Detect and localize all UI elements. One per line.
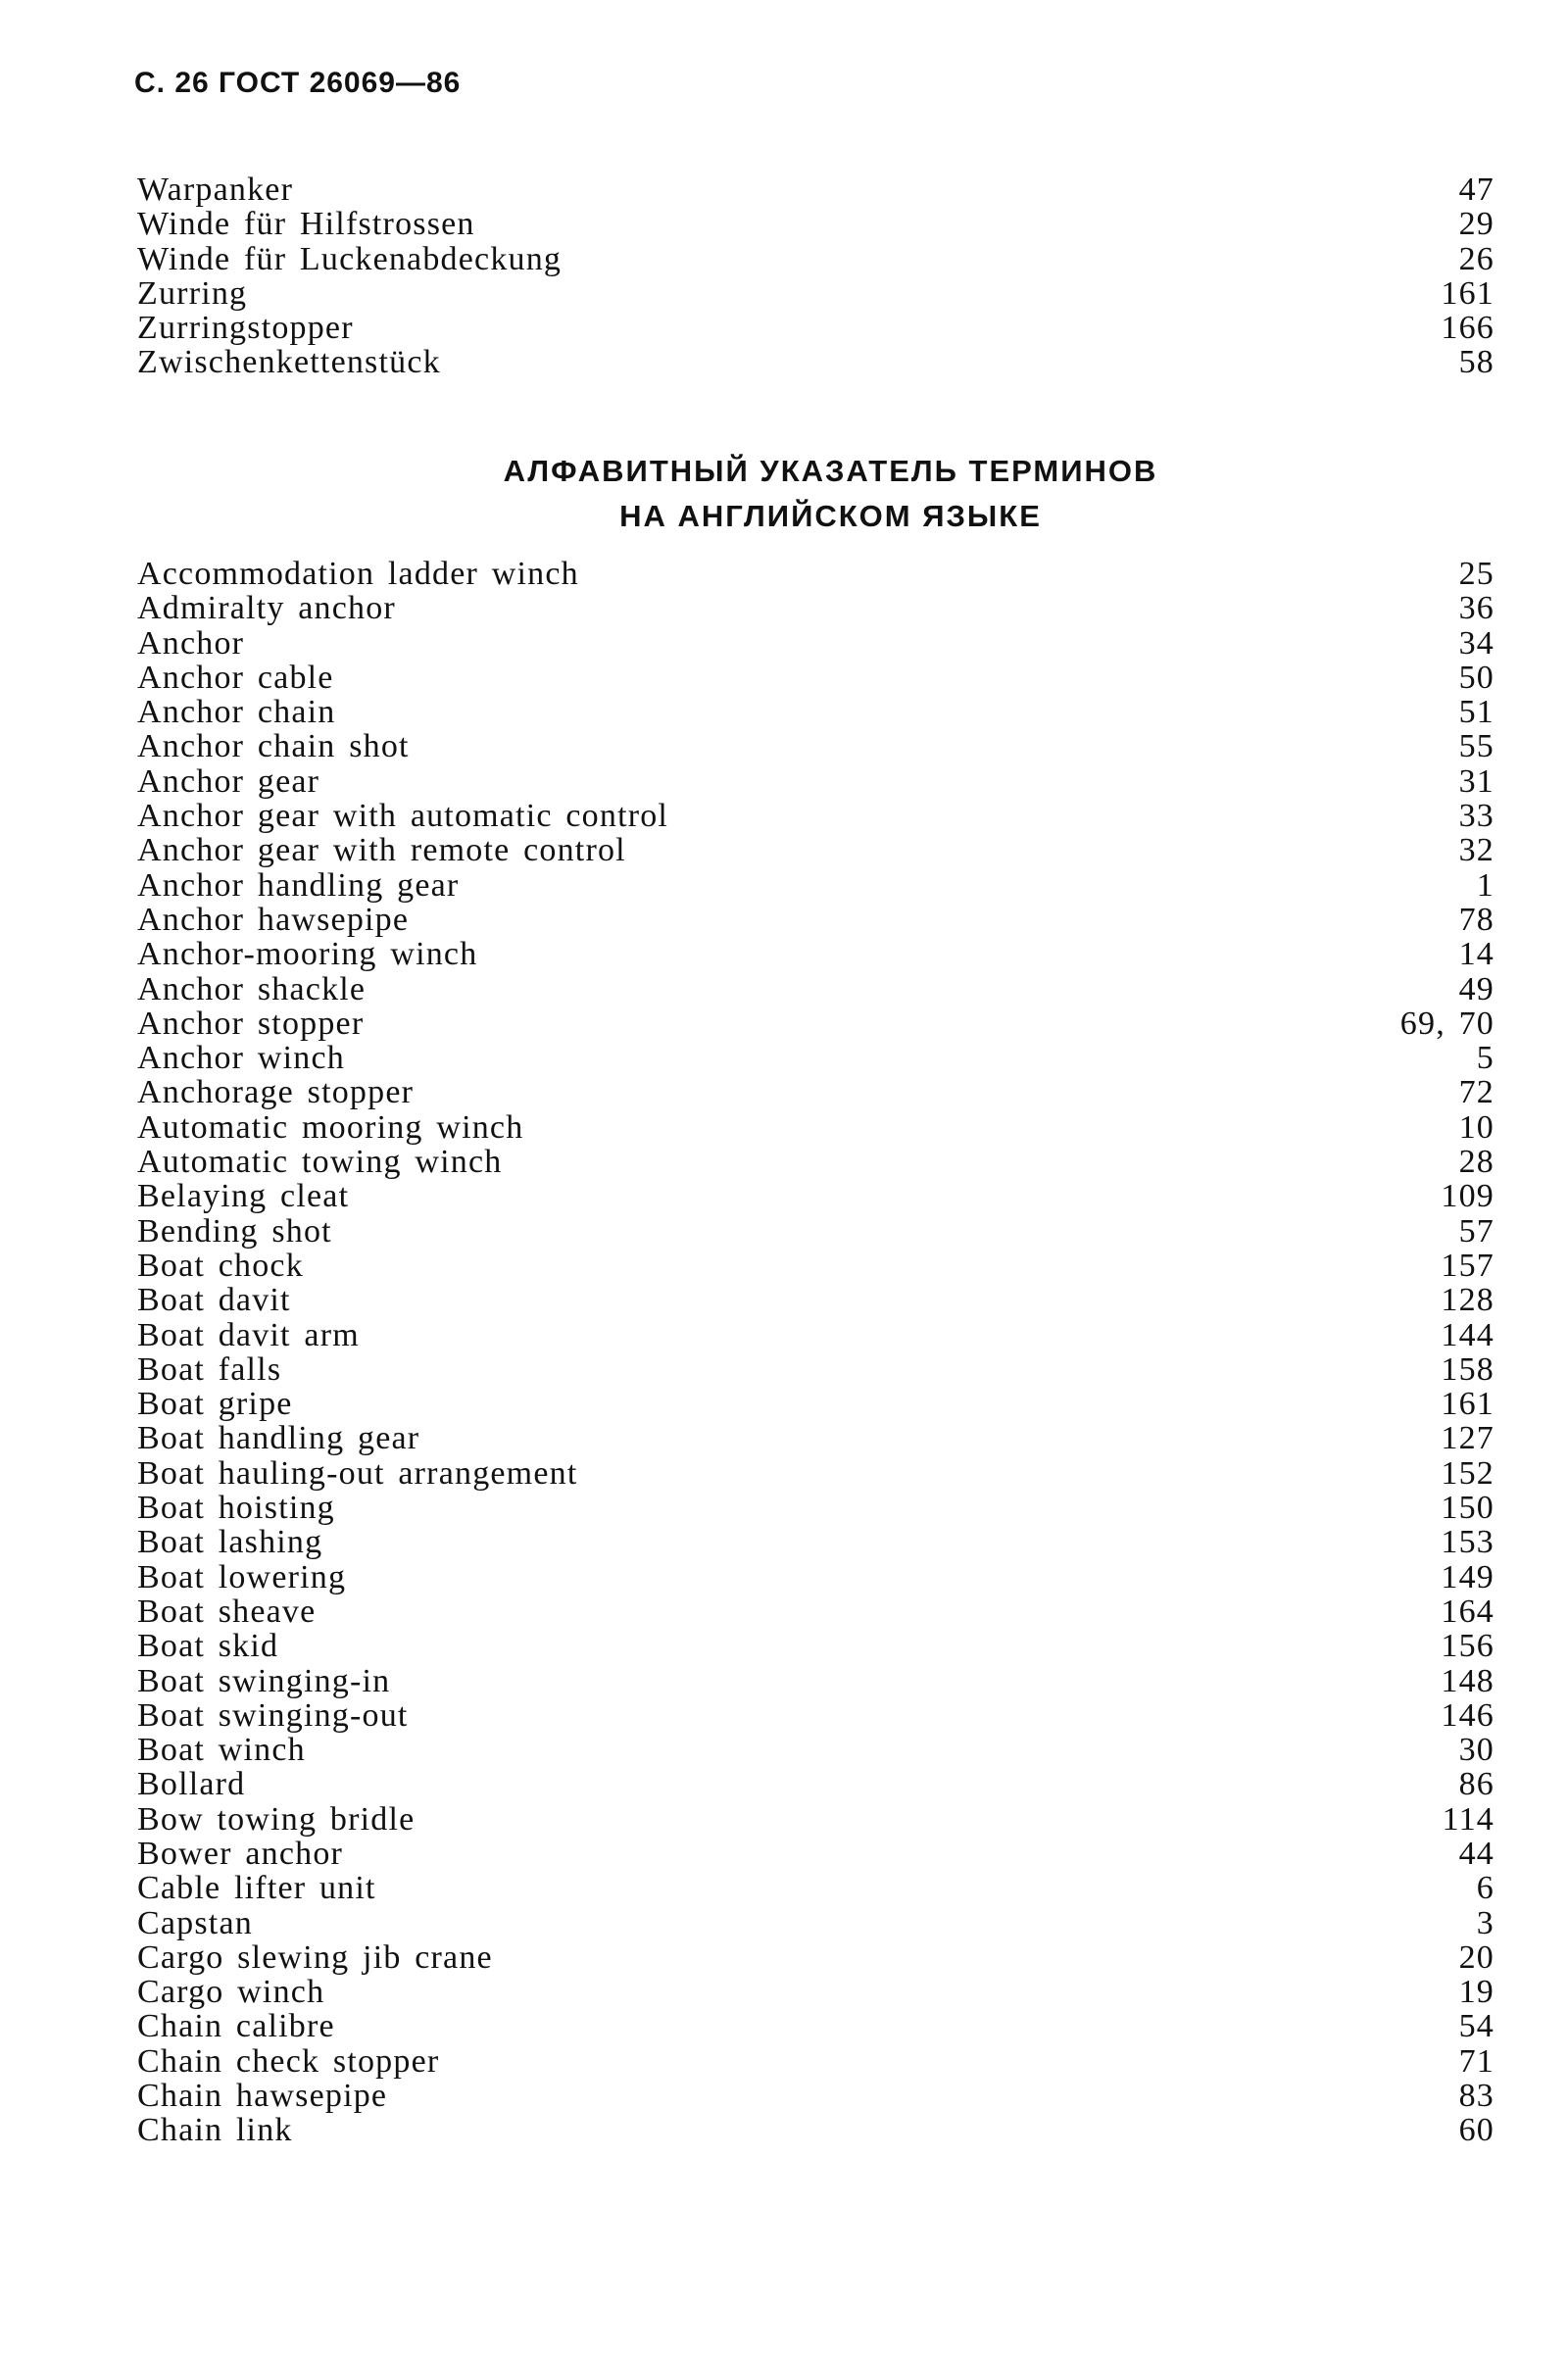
index-term: Accommodation ladder winch <box>137 556 579 592</box>
index-term: Chain link <box>137 2112 293 2149</box>
index-reference-number: 156 <box>1441 1628 1494 1665</box>
index-term: Anchor shackle <box>137 970 367 1007</box>
index-term: Chain hawsepipe <box>137 2078 388 2115</box>
index-term: Boat sheave <box>137 1593 317 1630</box>
index-term: Winde für Hilfstrossen <box>137 206 475 243</box>
index-entry <box>137 868 1494 903</box>
index-reference-number: 146 <box>1441 1696 1494 1734</box>
index-reference-number: 86 <box>1458 1766 1494 1803</box>
index-reference-number: 50 <box>1458 659 1494 696</box>
index-entry <box>137 1179 1494 1213</box>
index-entry <box>137 1421 1494 1455</box>
index-entry <box>137 207 1494 241</box>
index-reference-number: 166 <box>1441 310 1494 347</box>
index-term: Boat hoisting <box>137 1490 335 1527</box>
english-index-list <box>137 557 1494 2148</box>
index-entry <box>137 1110 1494 1145</box>
index-entry <box>137 242 1494 276</box>
index-reference-number: 28 <box>1458 1144 1494 1181</box>
index-reference-number: 44 <box>1458 1835 1494 1872</box>
index-term: Zwischenkettenstück <box>137 344 441 381</box>
german-index-list <box>137 172 1494 380</box>
index-reference-number: 36 <box>1458 590 1494 627</box>
index-entry <box>137 345 1494 379</box>
index-entry <box>137 1594 1494 1629</box>
index-entry <box>137 1629 1494 1663</box>
index-term: Chain calibre <box>137 2008 335 2045</box>
index-reference-number: 144 <box>1441 1316 1494 1353</box>
index-term: Chain check stopper <box>137 2042 440 2080</box>
index-reference-number: 47 <box>1458 172 1494 208</box>
index-reference-number: 1 <box>1476 866 1494 904</box>
index-term: Cable lifter unit <box>137 1870 376 1907</box>
index-entry <box>137 1318 1494 1352</box>
index-term: Anchor gear with automatic control <box>137 798 669 835</box>
index-term: Boat lowering <box>137 1558 347 1595</box>
index-entry <box>137 1940 1494 1975</box>
index-reference-number: 20 <box>1458 1938 1494 1976</box>
section-title <box>0 449 1568 539</box>
index-term: Capstan <box>137 1904 253 1941</box>
index-term: Bollard <box>137 1766 246 1803</box>
index-entry <box>137 661 1494 695</box>
index-term: Anchor winch <box>137 1040 345 1077</box>
index-entry <box>137 937 1494 971</box>
index-entry <box>137 1352 1494 1387</box>
index-entry <box>137 1456 1494 1491</box>
section-title-line-2: НА АНГЛИЙСКОМ ЯЗЫКЕ <box>619 499 1042 533</box>
index-reference-number: 161 <box>1441 1386 1494 1423</box>
index-reference-number: 109 <box>1441 1178 1494 1215</box>
index-entry <box>137 311 1494 345</box>
index-entry <box>137 1698 1494 1733</box>
index-entry <box>137 1041 1494 1075</box>
index-reference-number: 127 <box>1441 1420 1494 1457</box>
index-term: Warpanker <box>137 172 294 208</box>
index-term: Boat swinging-in <box>137 1662 391 1699</box>
index-entry <box>137 1387 1494 1421</box>
index-entry <box>137 833 1494 867</box>
index-term: Boat chock <box>137 1247 304 1284</box>
index-reference-number: 3 <box>1476 1904 1494 1941</box>
index-reference-number: 30 <box>1458 1732 1494 1769</box>
index-reference-number: 14 <box>1458 936 1494 973</box>
index-term: Automatic towing winch <box>137 1144 503 1181</box>
index-reference-number: 10 <box>1458 1108 1494 1146</box>
index-term: Boat skid <box>137 1628 279 1665</box>
index-reference-number: 161 <box>1441 274 1494 312</box>
index-reference-number: 19 <box>1458 1974 1494 2011</box>
index-entry <box>137 903 1494 937</box>
index-entry <box>137 1075 1494 1109</box>
index-entry <box>137 2009 1494 2043</box>
index-term: Zurring <box>137 274 248 312</box>
index-entry <box>137 1283 1494 1317</box>
index-entry <box>137 1733 1494 1767</box>
index-reference-number: 34 <box>1458 624 1494 662</box>
index-reference-number: 164 <box>1441 1593 1494 1630</box>
index-reference-number: 54 <box>1458 2008 1494 2045</box>
index-entry <box>137 591 1494 625</box>
index-reference-number: 29 <box>1458 206 1494 243</box>
index-term: Anchorage stopper <box>137 1074 415 1111</box>
index-entry <box>137 1664 1494 1698</box>
index-term: Boat swinging-out <box>137 1696 409 1734</box>
index-term: Anchor gear with remote control <box>137 832 626 869</box>
index-reference-number: 128 <box>1441 1282 1494 1319</box>
index-term: Automatic mooring winch <box>137 1108 524 1146</box>
index-reference-number: 150 <box>1441 1490 1494 1527</box>
index-entry <box>137 172 1494 207</box>
index-entry <box>137 1975 1494 2009</box>
index-entry <box>137 2113 1494 2147</box>
index-reference-number: 51 <box>1458 694 1494 731</box>
index-term: Anchor stopper <box>137 1005 365 1042</box>
index-reference-number: 71 <box>1458 2042 1494 2080</box>
index-entry <box>137 972 1494 1006</box>
index-term: Cargo slewing jib crane <box>137 1938 493 1976</box>
index-term: Bow towing bridle <box>137 1800 416 1838</box>
index-reference-number: 148 <box>1441 1662 1494 1699</box>
index-reference-number: 114 <box>1442 1800 1494 1838</box>
index-reference-number: 33 <box>1458 798 1494 835</box>
index-entry <box>137 729 1494 763</box>
index-reference-number: 60 <box>1458 2112 1494 2149</box>
index-term: Anchor chain shot <box>137 728 410 765</box>
index-entry <box>137 276 1494 311</box>
index-reference-number: 5 <box>1476 1040 1494 1077</box>
index-term: Anchor hawsepipe <box>137 901 410 938</box>
index-reference-number: 6 <box>1476 1870 1494 1907</box>
index-reference-number: 78 <box>1458 901 1494 938</box>
index-term: Anchor handling gear <box>137 866 460 904</box>
index-reference-number: 25 <box>1458 556 1494 592</box>
index-entry <box>137 1214 1494 1249</box>
index-term: Winde für Luckenabdeckung <box>137 240 563 277</box>
index-entry <box>137 1006 1494 1041</box>
index-entry <box>137 1560 1494 1594</box>
index-reference-number: 31 <box>1458 762 1494 800</box>
index-entry <box>137 1871 1494 1905</box>
index-term: Zurringstopper <box>137 310 354 347</box>
index-reference-number: 32 <box>1458 832 1494 869</box>
index-entry <box>137 1802 1494 1837</box>
index-entry <box>137 1145 1494 1179</box>
index-term: Boat davit arm <box>137 1316 360 1353</box>
index-reference-number: 158 <box>1441 1350 1494 1388</box>
index-term: Boat falls <box>137 1350 282 1388</box>
index-reference-number: 55 <box>1458 728 1494 765</box>
index-term: Boat gripe <box>137 1386 293 1423</box>
index-term: Anchor chain <box>137 694 336 731</box>
section-title-line-1: АЛФАВИТНЫЙ УКАЗАТЕЛЬ ТЕРМИНОВ <box>503 454 1158 488</box>
index-term: Bower anchor <box>137 1835 344 1872</box>
index-reference-number: 149 <box>1441 1558 1494 1595</box>
index-entry <box>137 1491 1494 1525</box>
index-entry <box>137 1249 1494 1283</box>
index-reference-number: 58 <box>1458 344 1494 381</box>
index-entry <box>137 1837 1494 1871</box>
index-reference-number: 72 <box>1458 1074 1494 1111</box>
index-reference-number: 57 <box>1458 1212 1494 1250</box>
index-reference-number: 153 <box>1441 1524 1494 1561</box>
index-term: Boat davit <box>137 1282 291 1319</box>
index-entry <box>137 2079 1494 2113</box>
index-reference-number: 83 <box>1458 2078 1494 2115</box>
index-term: Anchor-mooring winch <box>137 936 478 973</box>
index-reference-number: 49 <box>1458 970 1494 1007</box>
index-term: Boat handling gear <box>137 1420 420 1457</box>
index-reference-number: 26 <box>1458 240 1494 277</box>
index-reference-number: 152 <box>1441 1454 1494 1492</box>
index-term: Anchor cable <box>137 659 334 696</box>
index-entry <box>137 1906 1494 1940</box>
index-term: Cargo winch <box>137 1974 325 2011</box>
index-entry <box>137 764 1494 799</box>
index-term: Boat hauling-out arrangement <box>137 1454 578 1492</box>
index-term: Bending shot <box>137 1212 332 1250</box>
index-entry <box>137 1525 1494 1559</box>
index-term: Boat lashing <box>137 1524 323 1561</box>
index-term: Anchor <box>137 624 245 662</box>
index-entry <box>137 557 1494 591</box>
index-term: Belaying cleat <box>137 1178 350 1215</box>
index-entry <box>137 1767 1494 1801</box>
index-term: Admiralty anchor <box>137 590 396 627</box>
index-entry <box>137 695 1494 729</box>
index-entry <box>137 626 1494 661</box>
index-term: Anchor gear <box>137 762 320 800</box>
index-entry <box>137 2044 1494 2079</box>
index-entry <box>137 799 1494 833</box>
index-term: Boat winch <box>137 1732 306 1769</box>
page-header: С. 26 ГОСТ 26069—86 <box>134 67 462 99</box>
index-reference-number: 157 <box>1441 1247 1494 1284</box>
index-reference-number: 69, 70 <box>1399 1005 1494 1042</box>
